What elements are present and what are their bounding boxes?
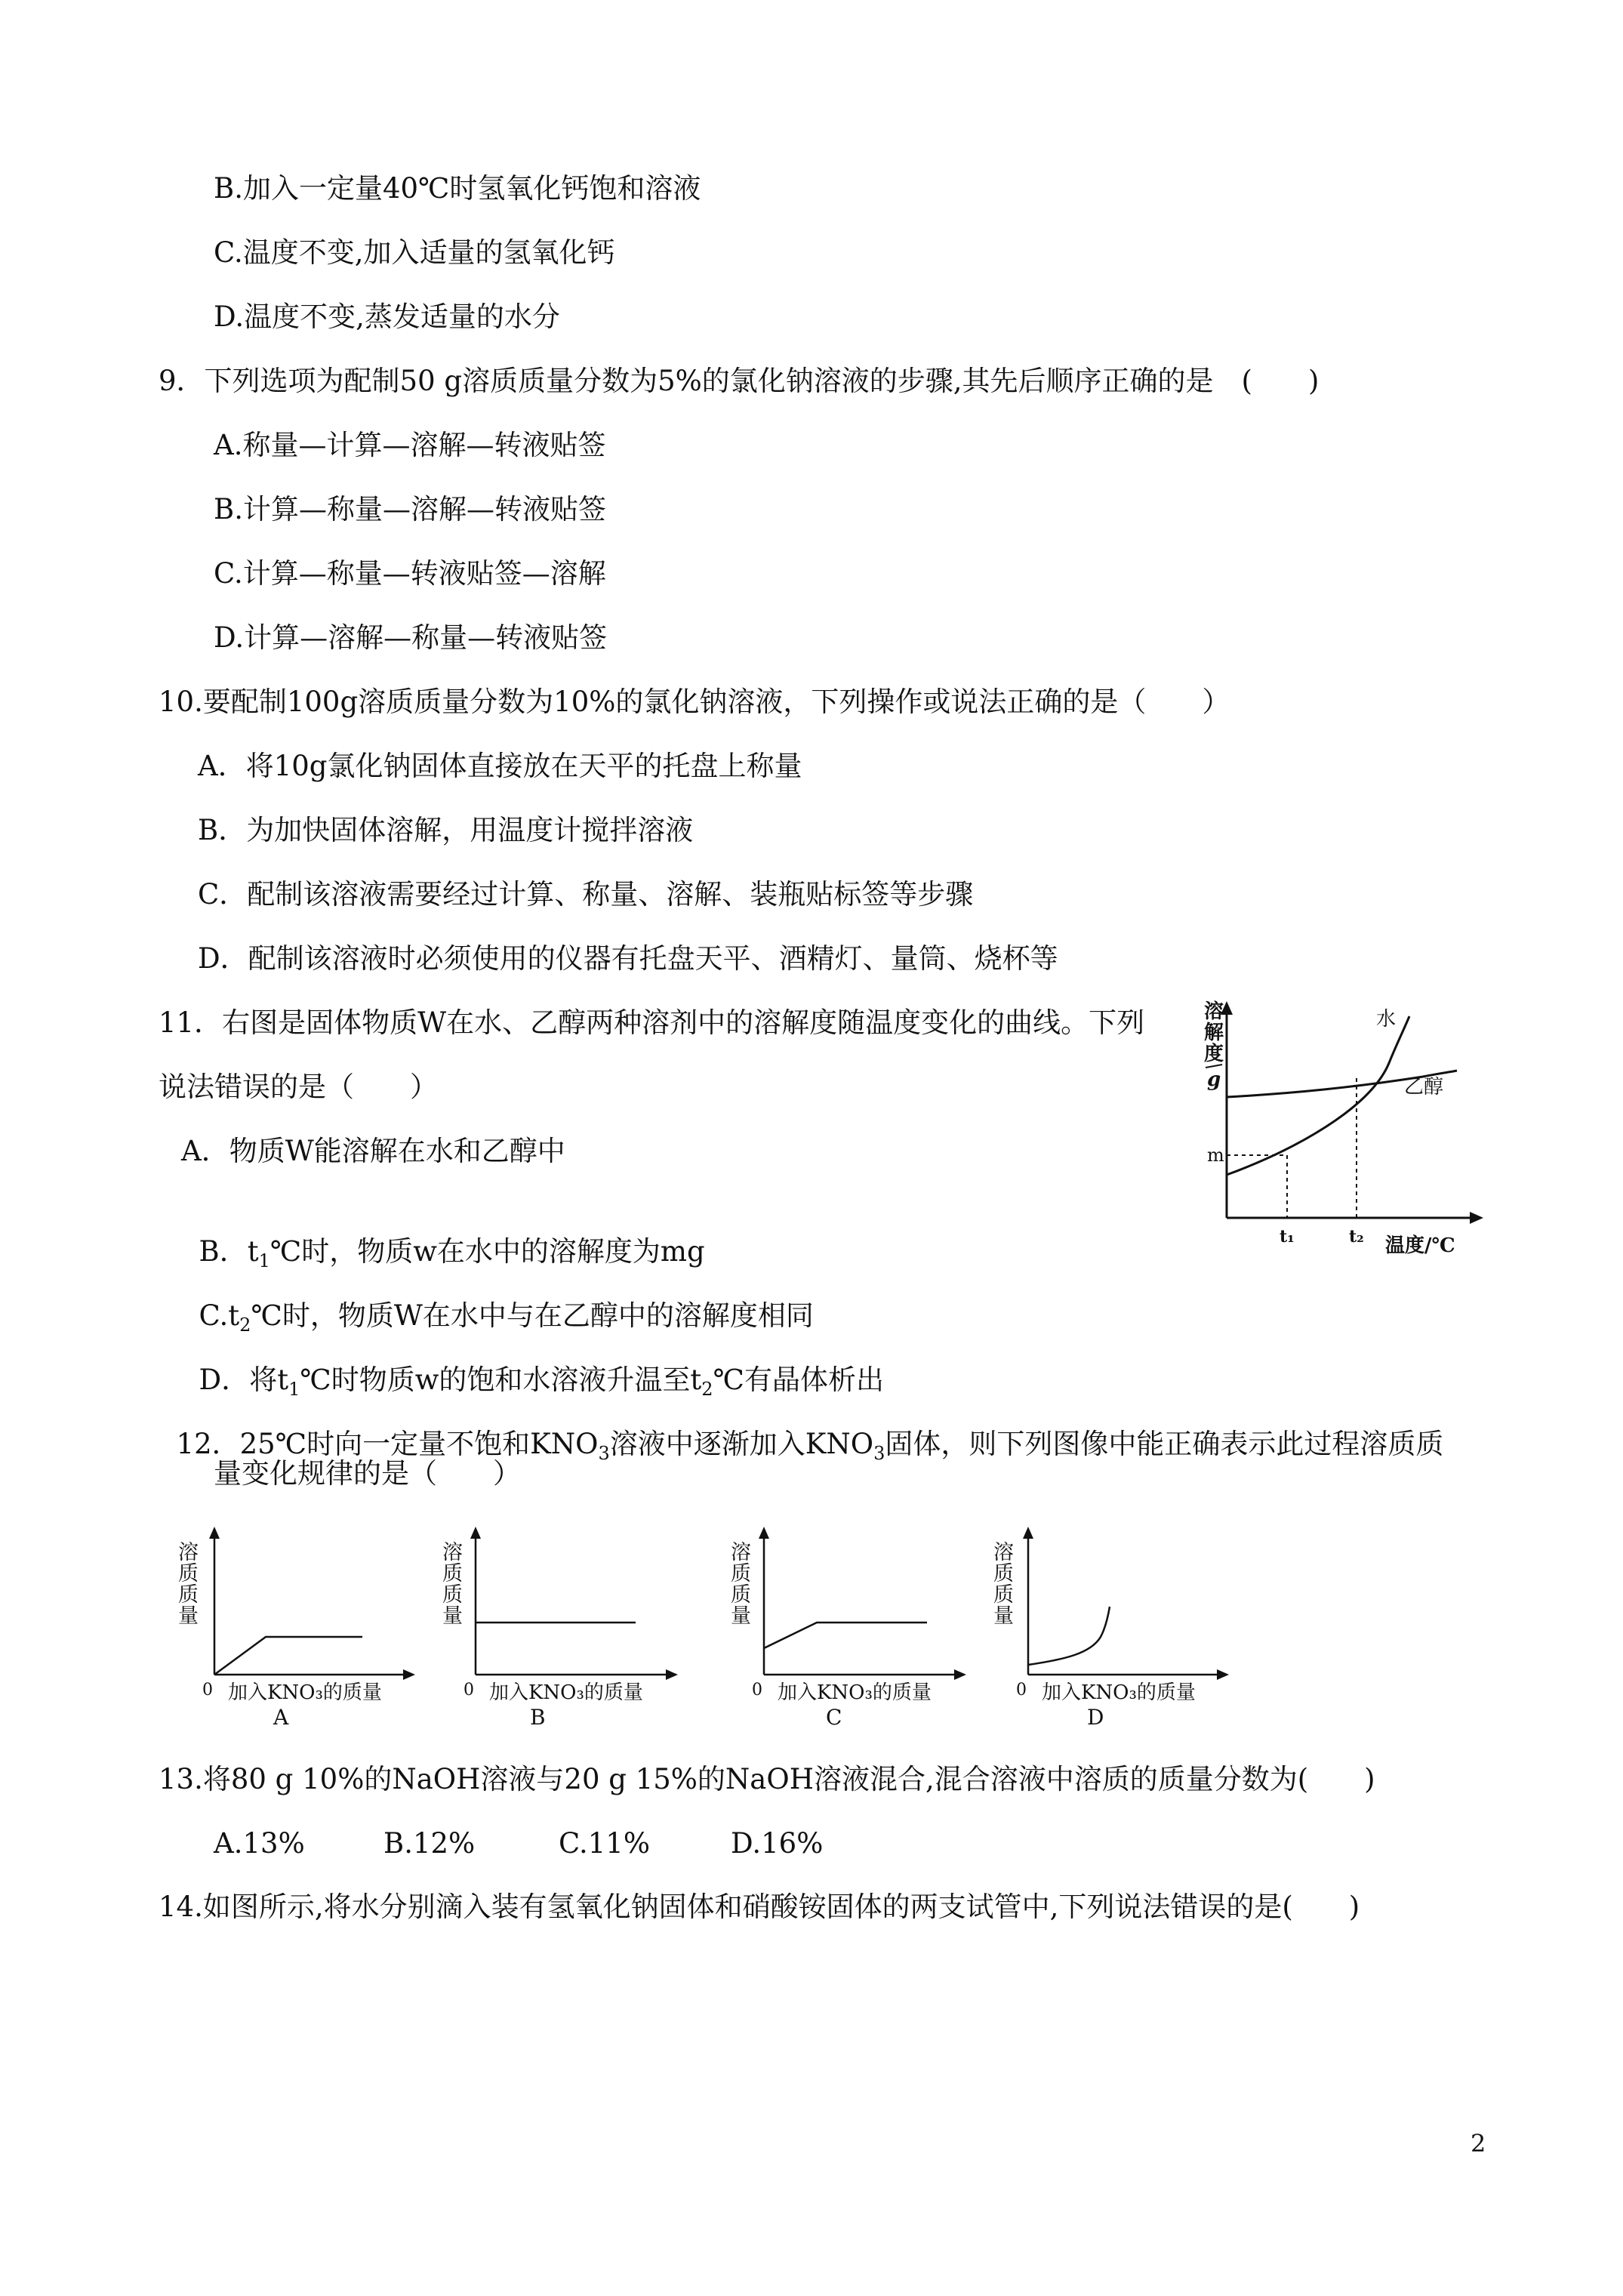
q11-option-d-text-middle: ℃时物质w的饱和水溶液升温至t: [300, 1364, 702, 1396]
q8-option-b: B.加入一定量40℃时氢氧化钙饱和溶液: [214, 172, 701, 205]
ylabel-4: 量: [993, 1604, 1014, 1628]
graph-letter: D: [1087, 1705, 1104, 1730]
q9-option-b: B.计算—称量—溶解—转液贴签: [214, 493, 606, 525]
curve: [214, 1637, 362, 1675]
q13-stem: 13.将80 g 10%的NaOH溶液与20 g 15%的NaOH溶液混合,混合溶液中溶质的质量分数为( ): [159, 1763, 1375, 1795]
ylabel-2: 质: [178, 1562, 199, 1586]
graph-ylabel-1: 溶: [1204, 1000, 1224, 1023]
q13-option-d: D.16%: [731, 1827, 824, 1860]
graph-ylabel-4: g: [1207, 1068, 1221, 1091]
xlabel: 加入KNO₃的质量: [228, 1681, 382, 1704]
ylabel-1: 溶: [442, 1541, 463, 1564]
q13-option-b: B.12%: [383, 1827, 476, 1860]
q14-stem: 14.如图所示,将水分别滴入装有氢氧化钠固体和硝酸铵固体的两支试管中,下列说法错误的是( ): [159, 1891, 1360, 1923]
q12-graph-d: [989, 1525, 1230, 1730]
q9-option-d: D.计算—溶解—称量—转液贴签: [214, 621, 608, 654]
q11-option-d-text-end: ℃有晶体析出: [713, 1364, 884, 1396]
graph-t2-label: t₂: [1349, 1227, 1364, 1247]
q10-option-d: D．配制该溶液时必须使用的仪器有托盘天平、酒精灯、量筒、烧杯等: [198, 942, 1058, 975]
origin-label: 0: [202, 1681, 213, 1700]
q12-graph-a: [175, 1525, 417, 1730]
curve: [1028, 1607, 1110, 1665]
graph-xlabel: 温度/℃: [1385, 1234, 1455, 1257]
q11-option-c-prefix: C.t: [199, 1299, 240, 1332]
xlabel: 加入KNO₃的质量: [1042, 1681, 1196, 1704]
graph-letter: B: [530, 1705, 546, 1730]
q11-option-d-subscript-2: 2: [701, 1379, 713, 1400]
q11-option-c-subscript: 2: [239, 1314, 251, 1336]
x-axis-arrow: [1470, 1212, 1483, 1224]
graph-m-label: m: [1207, 1145, 1224, 1166]
q11-option-c: [181, 1262, 814, 1336]
graph-ylabel-3: 度: [1204, 1043, 1224, 1065]
graph-water-label: 水: [1376, 1008, 1397, 1031]
q12-graph-c: [726, 1525, 968, 1730]
q10-option-b: B．为加快固体溶解，用温度计搅拌溶液: [198, 814, 694, 846]
q10-option-c: C．配制该溶液需要经过计算、称量、溶解、装瓶贴标签等步骤: [198, 878, 974, 911]
page-number: 2: [1471, 2129, 1486, 2158]
q11-stem-line2: 说法错误的是（ ）: [159, 1071, 438, 1103]
ylabel-3: 质: [731, 1583, 751, 1607]
x-axis-arrow: [403, 1669, 415, 1680]
graph-ylabel-2: 解: [1204, 1022, 1224, 1044]
q11-option-b-subscript: 1: [258, 1250, 270, 1271]
ylabel-2: 质: [731, 1562, 751, 1586]
q12-stem-line1: [159, 1390, 1444, 1464]
ylabel-4: 量: [731, 1604, 751, 1628]
q12-stem-part-1: 12．25℃时向一定量不饱和KNO: [176, 1428, 599, 1460]
q12-stem-subscript-2: 3: [873, 1443, 885, 1464]
graph-letter: C: [826, 1705, 842, 1730]
ylabel-4: 量: [442, 1604, 463, 1628]
y-axis-arrow: [759, 1527, 769, 1539]
y-axis-arrow: [1023, 1527, 1033, 1539]
q11-option-d-subscript-1: 1: [288, 1379, 300, 1400]
q11-solubility-graph: [1204, 995, 1483, 1267]
ylabel-3: 质: [993, 1583, 1014, 1607]
curve: [764, 1623, 927, 1648]
q12-stem-subscript-1: 3: [598, 1443, 610, 1464]
graph-t1-label: t₁: [1280, 1227, 1295, 1247]
ylabel-1: 溶: [178, 1541, 199, 1564]
ylabel-3: 质: [178, 1583, 199, 1607]
q11-option-c-text: ℃时，物质W在水中与在乙醇中的溶解度相同: [251, 1299, 814, 1332]
q9-option-a: A.称量—计算—溶解—转液贴签: [214, 429, 606, 461]
graph-letter: A: [273, 1705, 289, 1730]
ylabel-3: 质: [442, 1583, 463, 1607]
ylabel-2: 质: [442, 1562, 463, 1586]
y-axis-arrow: [209, 1527, 220, 1539]
q8-option-d: D.温度不变,蒸发适量的水分: [214, 300, 560, 333]
origin-label: 0: [1016, 1681, 1027, 1700]
q10-option-a: A．将10g氯化钠固体直接放在天平的托盘上称量: [198, 750, 802, 782]
q9-option-c: C.计算—称量—转液贴签—溶解: [214, 557, 606, 590]
xlabel: 加入KNO₃的质量: [489, 1681, 643, 1704]
q11-option-a: A．物质W能溶解在水和乙醇中: [181, 1135, 565, 1167]
q12-stem-line2: 量变化规律的是（ ）: [214, 1457, 521, 1490]
ylabel-4: 量: [178, 1604, 199, 1628]
q11-option-d-prefix: D．将t: [199, 1364, 289, 1396]
q11-option-d: [181, 1326, 884, 1400]
q9-stem: 9．下列选项为配制50 g溶质质量分数为5%的氯化钠溶液的步骤,其先后顺序正确的是 ( ): [159, 365, 1320, 397]
origin-label: 0: [752, 1681, 762, 1700]
graph-ethanol-label: 乙醇: [1404, 1076, 1444, 1099]
q8-option-c: C.温度不变,加入适量的氢氧化钙: [214, 236, 615, 269]
q11-option-b: [181, 1197, 705, 1271]
q12-graph-b: [438, 1525, 679, 1730]
ylabel-1: 溶: [731, 1541, 751, 1564]
x-axis-arrow: [666, 1669, 678, 1680]
q11-stem-line1: 11．右图是固体物质W在水、乙醇两种溶剂中的溶解度随温度变化的曲线。下列: [159, 1006, 1145, 1039]
q12-stem-part-3: 固体，则下列图像中能正确表示此过程溶质质: [885, 1428, 1444, 1460]
q11-option-b-text: ℃时，物质w在水中的溶解度为mg: [269, 1235, 705, 1268]
x-axis-arrow: [1217, 1669, 1229, 1680]
q13-option-a: A.13%: [214, 1827, 305, 1860]
ylabel-2: 质: [993, 1562, 1014, 1586]
xlabel: 加入KNO₃的质量: [778, 1681, 932, 1704]
origin-label: 0: [463, 1681, 474, 1700]
q13-option-c: C.11%: [559, 1827, 650, 1860]
x-axis-arrow: [954, 1669, 966, 1680]
y-axis-arrow: [470, 1527, 481, 1539]
q12-stem-part-2: 溶液中逐渐加入KNO: [609, 1428, 874, 1460]
q11-option-b-prefix: B．t: [199, 1235, 259, 1268]
q10-stem: 10.要配制100g溶质质量分数为10%的氯化钠溶液，下列操作或说法正确的是（ ）: [159, 686, 1230, 718]
ylabel-1: 溶: [993, 1541, 1014, 1564]
